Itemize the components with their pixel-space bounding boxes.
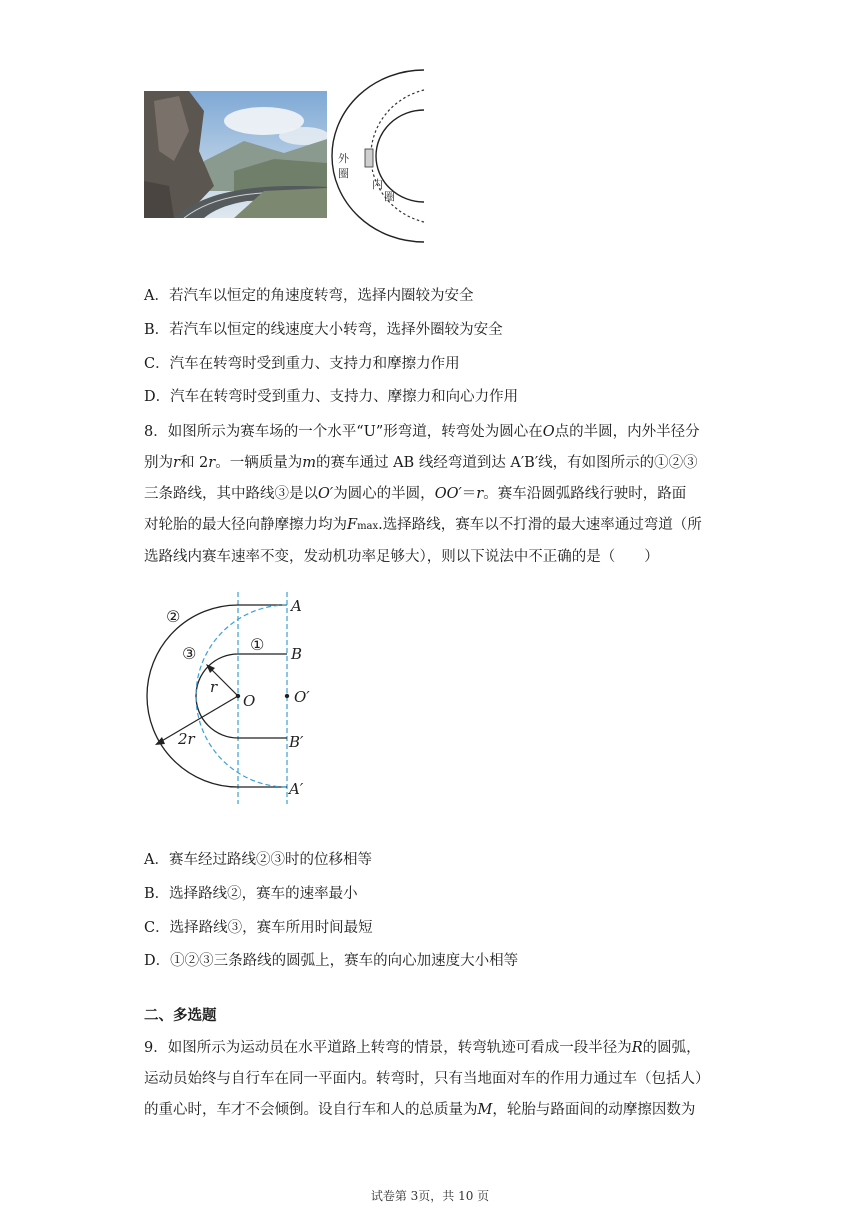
u-track-diagram: [144, 592, 334, 804]
label-2r: 2r: [178, 730, 195, 748]
q9-line-1: 9．如图所示为运动员在水平道路上转弯的情景，转弯轨迹可看成一段半径为R的圆弧，: [144, 1040, 701, 1056]
label-B-prime: B′: [289, 733, 304, 751]
q7-option-a: A．若汽车以恒定的角速度转弯，选择内圈较为安全: [144, 288, 474, 304]
label-O: O: [243, 692, 256, 710]
route-label-3: ③: [182, 644, 197, 663]
q9-line-3: 的重心时，车才不会倾倒。设自行车和人的总质量为M，轮胎与路面间的动摩擦因数为: [144, 1102, 696, 1118]
label-A: A: [291, 597, 302, 615]
route-label-2: ②: [166, 607, 181, 626]
label-A-prime: A′: [289, 780, 304, 798]
q7-option-d: D．汽车在转弯时受到重力、支持力、摩擦力和向心力作用: [144, 389, 519, 405]
q8-option-c: C．选择路线③，赛车所用时间最短: [144, 920, 373, 936]
q8-option-b: B．选择路线②，赛车的速率最小: [144, 886, 358, 902]
page-footer: 试卷第 3页，共 10 页: [370, 1189, 490, 1203]
q8-option-a: A．赛车经过路线②③时的位移相等: [144, 852, 372, 868]
q7-option-b: B．若汽车以恒定的线速度大小转弯，选择外圈较为安全: [144, 322, 503, 338]
q8-line-2: 别为r和 2r。一辆质量为m的赛车通过 AB 线经弯道到达 A′B′线，有如图所示的①②③: [144, 455, 698, 471]
q8-line-5: 选路线内赛车速率不变，发动机功率足够大），则以下说法中不正确的是（ ）: [144, 549, 659, 565]
label-O-prime: O′: [294, 688, 310, 706]
label-r: r: [210, 678, 218, 696]
q8-line-1: 8．如图所示为赛车场的一个水平“U”形弯道，转弯处为圆心在O点的半圆，内外半径分: [144, 424, 700, 440]
q8-stem: [144, 417, 719, 573]
mountain-road-photo: [144, 91, 327, 218]
q9-line-2: 运动员始终与自行车在同一平面内。转弯时，只有当地面对车的作用力通过车（包括人）: [144, 1071, 710, 1087]
q8-line-4: 对轮胎的最大径向静摩擦力均为Fmax.选择路线，赛车以不打滑的最大速率通过弯道（所: [144, 517, 702, 533]
curve-lane-diagram: [326, 66, 432, 246]
q9-stem: [144, 1033, 719, 1126]
outer-lane-label-2: 圈: [338, 167, 349, 180]
label-B: B: [291, 645, 303, 663]
section-title: 二、多选题: [144, 1008, 217, 1024]
inner-lane-label-2: 圈: [384, 190, 395, 203]
route-label-1: ①: [250, 635, 265, 654]
q7-option-c: C．汽车在转弯时受到重力、支持力和摩擦力作用: [144, 356, 460, 372]
q8-line-3: 三条路线，其中路线③是以O′为圆心的半圆，OO′＝r。赛车沿圆弧路线行驶时，路面: [144, 486, 687, 502]
q8-option-d: D．①②③三条路线的圆弧上，赛车的向心加速度大小相等: [144, 953, 519, 969]
outer-lane-label-1: 外: [338, 152, 349, 165]
inner-lane-label-1: 内: [372, 178, 383, 191]
